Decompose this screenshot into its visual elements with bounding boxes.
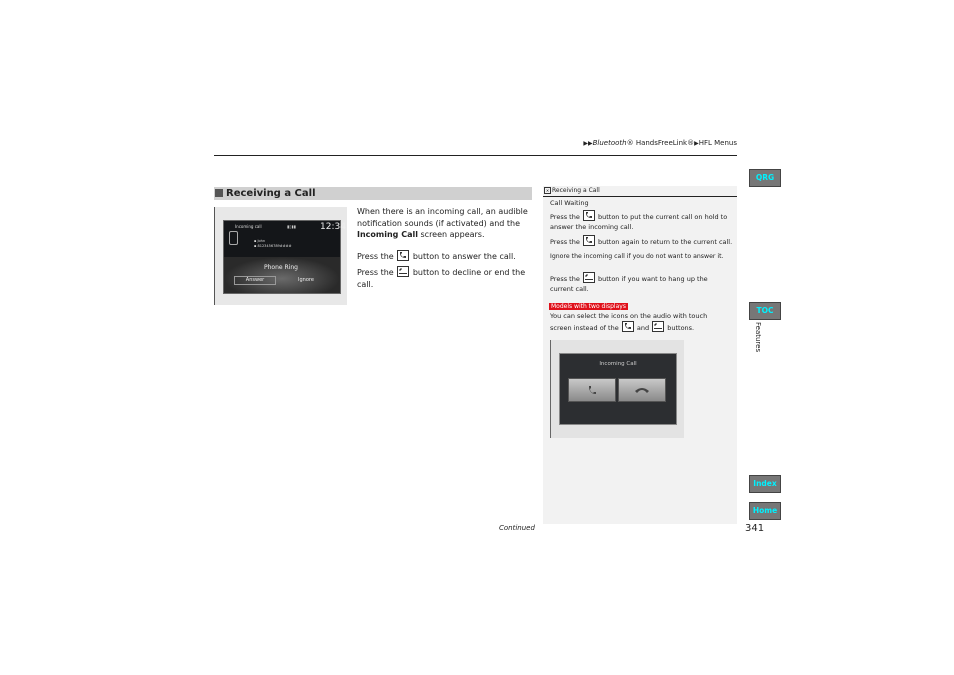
pickup-phone-icon <box>583 235 595 246</box>
sidebar-header[interactable]: ✕ Receiving a Call <box>543 186 737 197</box>
section-heading: Receiving a Call <box>214 187 532 200</box>
chapter-label: Features <box>754 322 762 353</box>
touch-display-label: Incoming Call <box>599 361 637 367</box>
screen-title: Incoming call <box>235 224 262 229</box>
page-number: 341 <box>745 523 765 534</box>
sidebar-paragraph-ignore: Ignore the incoming call if you do not want to answer it. <box>550 253 724 260</box>
touch-hangup-icon <box>618 378 666 402</box>
hangup-phone-icon <box>397 266 409 277</box>
decline-instruction: Press the button to decline or end the call. <box>357 268 526 289</box>
section-square-icon <box>215 189 223 197</box>
pickup-phone-icon <box>397 250 409 261</box>
continued-label: Continued <box>499 524 535 532</box>
display-screen <box>223 220 346 294</box>
header-rule <box>214 155 737 156</box>
screen-clock: 12:34 <box>320 222 346 232</box>
signal-icon: ▮▯▮▮ <box>287 224 296 229</box>
intro-paragraph: When there is an incoming call, an audible notification sounds (if activated) and the Incoming Call screen appears. <box>357 207 528 239</box>
breadcrumb-current[interactable]: HFL Menus <box>698 139 737 147</box>
screen-ignore-button: Ignore <box>298 277 314 283</box>
phone-icon <box>229 231 238 245</box>
sidebar-paragraph-return: Press the button again to return to the current call. <box>550 235 740 247</box>
screen-answer-button: Answer <box>234 276 276 285</box>
sidebar-paragraph-touch: You can select the icons on the audio with touch screen instead of the and buttons. <box>550 312 708 332</box>
hangup-phone-icon <box>652 321 664 332</box>
nav-toc-button[interactable]: TOC <box>749 302 781 320</box>
breadcrumb-arrow-icon: ▶ <box>694 140 699 147</box>
sidebar-paragraph-hold: Press the button to put the current call on hold to answer the incoming call. <box>550 210 735 232</box>
pickup-phone-icon <box>622 321 634 332</box>
incoming-call-illustration <box>214 207 347 305</box>
hangup-phone-icon <box>583 272 595 283</box>
caller-name: ▪ John <box>254 239 266 243</box>
pickup-phone-icon <box>583 210 595 221</box>
screen-message: Phone Ring <box>264 264 298 271</box>
touch-display <box>559 353 677 425</box>
touchscreen-illustration <box>550 340 684 438</box>
sidebar-subheading: Call Waiting <box>550 199 589 207</box>
touch-answer-icon <box>568 378 616 402</box>
answer-instruction: Press the button to answer the call. <box>357 252 516 261</box>
models-badge: Models with two displays <box>551 303 626 310</box>
nav-home-button[interactable]: Home <box>749 502 781 520</box>
caller-number: ▪ 8123456789#### <box>254 244 292 248</box>
breadcrumb-arrow-icon: ▶▶ <box>583 140 593 147</box>
nav-index-button[interactable]: Index <box>749 475 781 493</box>
sidebar-paragraph-hangup: Press the button if you want to hang up the current call. <box>550 272 735 294</box>
nav-qrg-button[interactable]: QRG <box>749 169 781 187</box>
breadcrumb: ▶▶Bluetooth® HandsFreeLink®▶HFL Menus <box>583 139 737 147</box>
crossref-icon: ✕ <box>545 188 550 193</box>
